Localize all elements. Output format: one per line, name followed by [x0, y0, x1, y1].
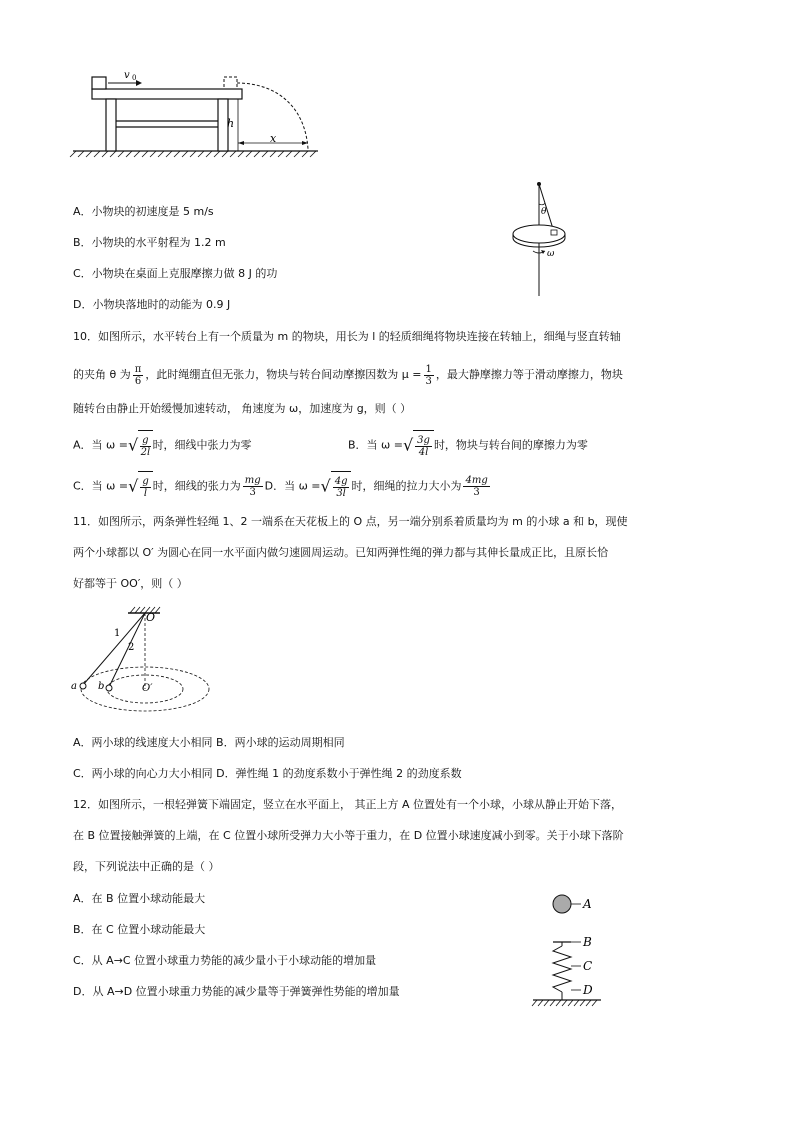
elastic-ropes-figure	[68, 605, 213, 725]
q10-option-b	[348, 430, 588, 460]
text-fragment: 2l	[140, 446, 151, 458]
q10-line2c: ，最大静摩擦力等于滑动摩擦力，物块	[435, 368, 623, 381]
text-fragment: C．当 ω =	[73, 479, 129, 493]
pos-d-label: D	[583, 983, 593, 997]
math-part: √	[320, 476, 331, 496]
ball-a-label: a	[71, 681, 77, 692]
o-prime-label: O′	[142, 683, 153, 694]
theta-label: θ	[541, 207, 547, 217]
rope-1-label: 1	[114, 628, 121, 639]
fraction	[415, 435, 432, 458]
rope-2-label: 2	[128, 642, 135, 653]
q10-option-c-d	[73, 471, 492, 501]
q12-option-d: D．从 A→D 位置小球重力势能的减少量等于弹簧弹性势能的增加量	[73, 985, 400, 998]
fraction	[140, 435, 150, 458]
text-fragment: 3	[473, 487, 480, 498]
square-root	[403, 430, 434, 461]
q10-stem-line2	[73, 362, 623, 388]
pi-text: π	[134, 363, 142, 375]
pos-c-label: C	[583, 959, 593, 973]
q10-line2a: 的夹角 θ 为	[73, 368, 131, 381]
math-part: √	[402, 435, 414, 455]
q11-stem-line3: 好都等于 OO′，则（ ）	[73, 577, 188, 590]
q10-stem-line1: 10．如图所示，水平转台上有一个质量为 m 的物块，用长为 l 的轻质细绳将物块连接在转轴上，细绳与竖直转轴	[73, 330, 621, 343]
q10-line2b: ，此时绳绷直但无张力，物块与转台间动摩擦因数为 μ =	[145, 368, 422, 381]
q10-frac-1-3	[424, 364, 434, 387]
math-part	[138, 430, 152, 461]
h-label: h	[227, 117, 235, 130]
omega-label: ω	[547, 249, 555, 259]
q11-options-ab: A．两小球的线速度大小相同 B．两小球的运动周期相同	[73, 736, 345, 749]
turntable-figure	[505, 178, 575, 303]
three-text: 3	[425, 375, 432, 387]
fraction	[140, 476, 150, 499]
v0-subscript: 0	[132, 74, 137, 82]
q9-option-c: C．小物块在桌面上克服摩擦力做 8 J 的功	[73, 267, 278, 280]
text-fragment: mg	[244, 475, 261, 486]
math-part: √	[127, 435, 139, 455]
text-fragment: 时，细绳的拉力大小为	[351, 479, 462, 493]
o-label: O	[146, 611, 156, 624]
q12-stem-line3: 段，下列说法中正确的是（ ）	[73, 860, 220, 873]
q12-option-c: C．从 A→C 位置小球重力势能的减少量小于小球动能的增加量	[73, 954, 377, 967]
text-fragment: 4g	[334, 475, 348, 487]
square-root	[128, 430, 153, 461]
math-part	[413, 430, 434, 461]
table-projectile-figure	[70, 65, 330, 160]
math-part	[331, 471, 352, 502]
q9-option-d: D．小物块落地时的动能为 0.9 J	[73, 298, 231, 311]
q10-stem-line3: 随转台由静止开始缓慢加速转动， 角速度为 ω，加速度为 g，则（ ）	[73, 402, 412, 415]
fraction	[243, 475, 263, 498]
text-fragment: 4mg	[465, 475, 488, 486]
q11-stem-line2: 两个小球都以 O′ 为圆心在同一水平面内做匀速圆周运动。已知两弹性绳的弹力都与其伸长量成正比，且原长恰	[73, 546, 609, 559]
six-text: 6	[134, 375, 142, 387]
fraction	[463, 475, 489, 498]
one-text: 1	[425, 363, 432, 375]
x-label: x	[270, 132, 277, 145]
q12-stem-line1: 12．如图所示，一根轻弹簧下端固定，竖立在水平面上， 其正上方 A 位置处有一个小球，小球从静止开始下落，	[73, 798, 623, 811]
q11-options-cd: C．两小球的向心力大小相同 D．弹性绳 1 的劲度系数小于弹性绳 2 的劲度系数	[73, 767, 462, 780]
q11-stem-line1: 11．如图所示，两条弹性轻绳 1、2 一端系在天花板上的 O 点，另一端分别系着质量均为 m 的小球 a 和 b，现使	[73, 515, 628, 528]
v0-label: v	[124, 70, 130, 81]
pos-a-label: A	[583, 897, 592, 911]
spring-ball-figure	[525, 890, 610, 1015]
text-fragment: g	[142, 475, 149, 487]
math-part	[138, 471, 152, 502]
text-fragment: 3	[249, 487, 256, 498]
q9-option-a: A．小物块的初速度是 5 m/s	[73, 205, 214, 218]
q10-b-post: 时，物块与转台间的摩擦力为零	[433, 438, 588, 452]
text-fragment: l	[143, 487, 148, 499]
text-fragment: 3l	[336, 487, 346, 499]
math-part: √	[128, 476, 139, 496]
ball-b-label: b	[98, 681, 105, 692]
fraction	[333, 476, 350, 499]
q12-stem-line2: 在 B 位置接触弹簧的上端，在 C 位置小球所受弹力大小等于重力，在 D 位置小球速度减小到零。关于小球下落阶	[73, 829, 624, 842]
q10-b-pre: B．当 ω =	[348, 438, 403, 452]
square-root	[128, 471, 153, 502]
text-fragment: 时，细线的张力为	[152, 479, 241, 493]
q10-frac-pi6	[133, 364, 144, 387]
q9-option-b: B．小物块的水平射程为 1.2 m	[73, 236, 226, 249]
text-fragment: g	[142, 434, 149, 446]
q10-option-a	[73, 430, 252, 460]
q10-a-pre: A．当 ω =	[73, 438, 128, 452]
q12-option-a: A．在 B 位置小球动能最大	[73, 892, 206, 905]
text-fragment: 3g	[417, 434, 430, 446]
text-fragment: 4l	[418, 446, 429, 458]
pos-b-label: B	[583, 935, 592, 949]
square-root	[321, 471, 352, 502]
q12-option-b: B．在 C 位置小球动能最大	[73, 923, 206, 936]
text-fragment: D．当 ω =	[264, 479, 321, 493]
q10-a-post: 时，细线中张力为零	[152, 438, 252, 452]
